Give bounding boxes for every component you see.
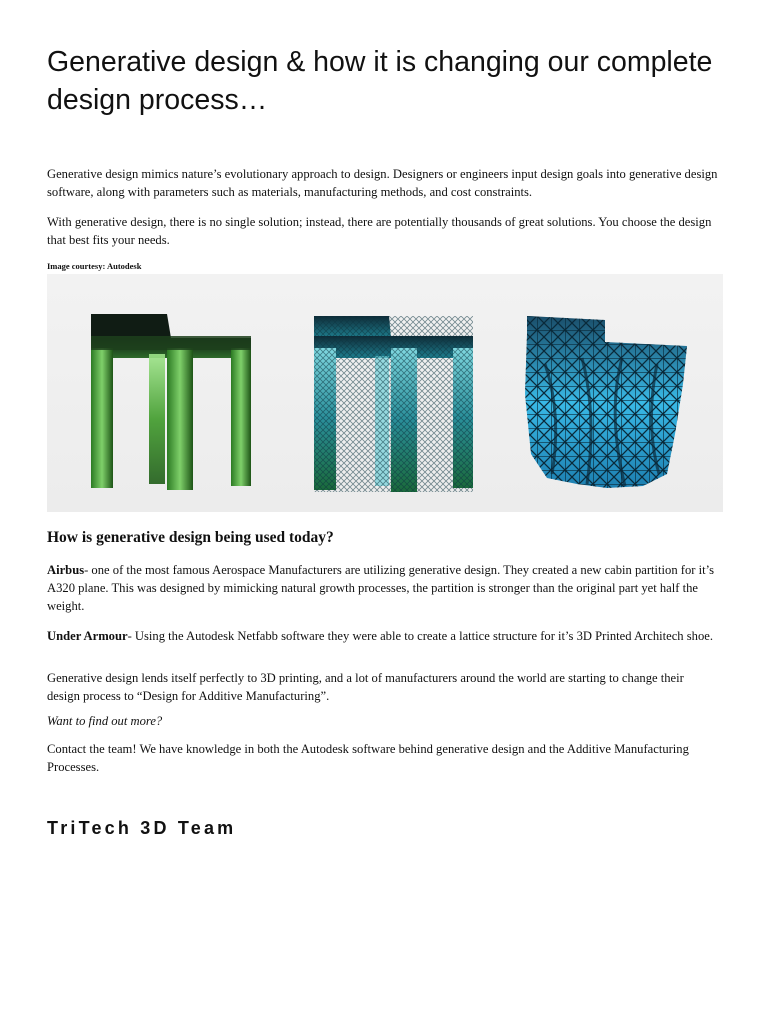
page-title: Generative design & how it is changing our complete design process… <box>47 46 713 116</box>
airbus-paragraph <box>47 561 719 615</box>
airbus-text: - one of the most famous Aerospace Manufacturers are utilizing generative design. They created a new cabin partition for it’s A320 plane. This was designed by mimicking natural growth processes, the partition is stronger than the original part yet half the weight. <box>47 563 715 613</box>
additive-paragraph: Generative design lends itself perfectly to 3D printing, and a lot of manufacturers around the world are starting to change their design process to “Design for Additive Manufacturing”. <box>47 671 684 703</box>
generative-truss-stool-illustration <box>525 316 687 488</box>
signoff-team-name: TriTech 3D Team <box>47 818 237 838</box>
solid-stool-illustration <box>91 314 251 490</box>
contact-paragraph: Contact the team! We have knowledge in both the Autodesk software behind generative design and the Additive Manufacturing Processes. <box>47 742 689 774</box>
section-heading: How is generative design being used today? <box>47 529 334 546</box>
intro-paragraph-2: With generative design, there is no single solution; instead, there are potentially thousands of great solutions. You choose the design that best fits your needs. <box>47 215 712 247</box>
find-out-more-text <box>47 712 719 730</box>
lattice-stool-illustration <box>314 316 473 492</box>
generative-design-stools-image <box>47 274 723 512</box>
under-armour-paragraph <box>47 627 719 645</box>
intro-paragraph-1: Generative design mimics nature’s evolutionary approach to design. Designers or engineers input design goals into generative design software, along with parameters such as materials, manufacturing methods, and cost constraints. <box>47 167 718 199</box>
under-armour-label: Under Armour <box>47 629 128 643</box>
image-caption: Image courtesy: Autodesk <box>47 261 142 271</box>
find-out-more-italic: Want to find out more? <box>47 714 163 728</box>
airbus-label: Airbus <box>47 563 85 577</box>
under-armour-text: - Using the Autodesk Netfabb software they were able to create a lattice structure for it’s 3D Printed Architech shoe. <box>127 629 713 643</box>
